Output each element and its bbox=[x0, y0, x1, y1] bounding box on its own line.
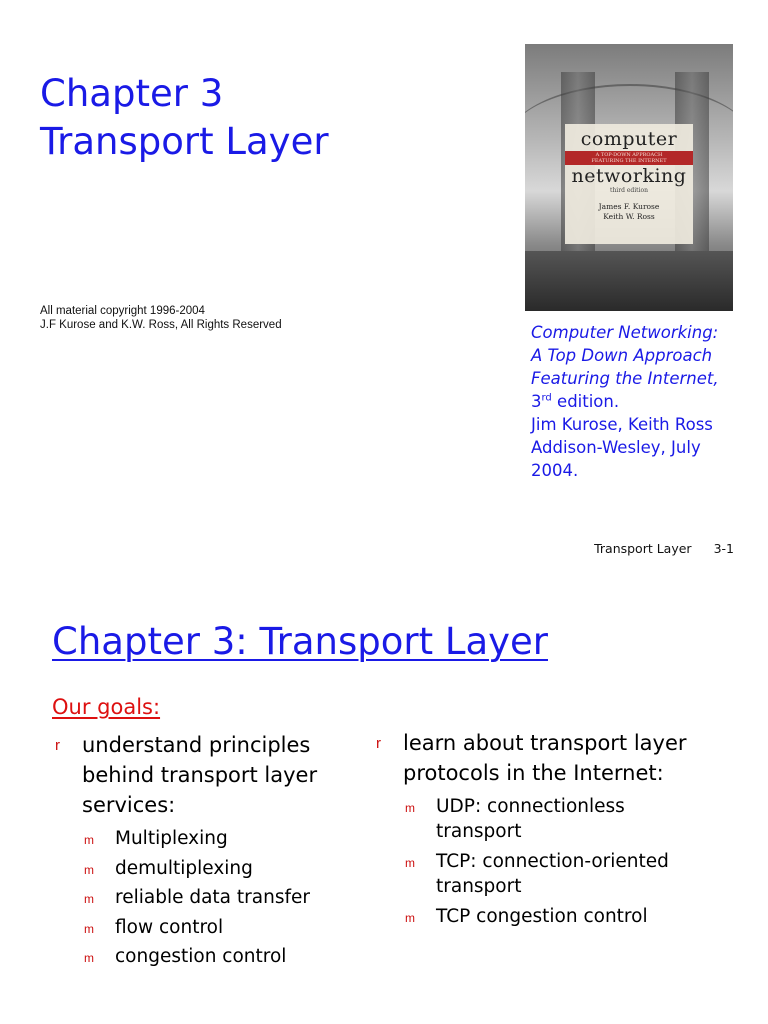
sub-list-item bbox=[55, 856, 355, 881]
sub-list-item bbox=[55, 915, 355, 940]
sub-bullet-marker: m bbox=[84, 862, 94, 877]
title-line-1: Chapter 3 bbox=[40, 72, 224, 115]
sub-list-item bbox=[55, 944, 355, 969]
sub-bullet-marker: m bbox=[405, 911, 415, 925]
book-title-line-2: A Top Down Approach bbox=[531, 346, 713, 365]
slide-number: 3-1 bbox=[713, 541, 734, 556]
cover-edition: third edition bbox=[610, 187, 648, 194]
copyright-line-1: All material copyright 1996-2004 bbox=[40, 305, 205, 317]
title-line-2: Transport Layer bbox=[40, 120, 329, 163]
sub-list-item bbox=[55, 885, 355, 910]
cover-title-top: computer bbox=[580, 128, 678, 150]
book-publisher: Addison-Wesley, July bbox=[531, 438, 701, 457]
edition-number: 3 bbox=[531, 392, 542, 411]
book-citation bbox=[531, 321, 761, 482]
goals-heading: Our goals: bbox=[52, 695, 161, 719]
cover-subtitle-band bbox=[565, 151, 693, 165]
edition-word: edition. bbox=[551, 392, 620, 411]
cover-title-bottom: networking bbox=[571, 165, 687, 187]
sub-item-text: Multiplexing bbox=[115, 828, 228, 849]
river-graphic bbox=[525, 251, 733, 311]
slide-footer bbox=[594, 541, 734, 556]
book-edition bbox=[531, 390, 761, 413]
book-authors: Jim Kurose, Keith Ross bbox=[531, 415, 713, 434]
sub-list-item bbox=[55, 826, 355, 851]
sub-item-text: TCP: connection-oriented transport bbox=[436, 851, 669, 897]
sub-list-item bbox=[376, 904, 706, 929]
sub-item-text: reliable data transfer bbox=[115, 887, 310, 908]
sub-item-text: congestion control bbox=[115, 946, 287, 967]
sub-item-text: UDP: connectionless transport bbox=[436, 796, 625, 842]
slide-title bbox=[40, 70, 329, 166]
bullet-item bbox=[55, 730, 355, 820]
bullet-marker: r bbox=[55, 737, 60, 754]
sub-item-text: TCP congestion control bbox=[436, 906, 648, 927]
bullet-text: understand principles behind transport layer services: bbox=[82, 733, 318, 817]
sub-bullet-marker: m bbox=[405, 856, 415, 870]
book-title-line-1: Computer Networking: bbox=[531, 323, 719, 342]
copyright-line-2: J.F Kurose and K.W. Ross, All Rights Reserved bbox=[40, 319, 282, 331]
book-year: 2004. bbox=[531, 461, 579, 480]
sub-item-text: flow control bbox=[115, 916, 224, 938]
cover-author-2: Keith W. Ross bbox=[603, 212, 655, 221]
sub-list bbox=[376, 794, 706, 929]
cover-authors bbox=[565, 202, 693, 222]
sub-bullet-marker: m bbox=[84, 892, 94, 906]
book-cover-image bbox=[525, 44, 733, 311]
sub-list-item bbox=[376, 849, 706, 899]
bullet-item bbox=[376, 728, 706, 788]
footer-label: Transport Layer bbox=[594, 541, 692, 556]
slide-title: Chapter 3: Transport Layer bbox=[52, 620, 548, 663]
copyright-notice bbox=[40, 304, 282, 332]
left-column bbox=[55, 730, 355, 974]
sub-bullet-marker: m bbox=[84, 921, 94, 936]
cover-subtitle-line-2: FEATURING THE INTERNET bbox=[591, 158, 667, 164]
edition-suffix: rd bbox=[541, 392, 552, 404]
bullet-text: learn about transport layer protocols in the Internet: bbox=[403, 731, 687, 785]
bullet-marker: r bbox=[376, 735, 381, 752]
sub-bullet-marker: m bbox=[84, 833, 94, 847]
sub-item-text: demultiplexing bbox=[115, 857, 253, 879]
sub-list bbox=[55, 826, 355, 969]
cover-subtitle-line-1: A TOP-DOWN APPROACH bbox=[595, 152, 663, 158]
sub-list-item bbox=[376, 794, 706, 844]
cover-title-panel bbox=[565, 124, 693, 244]
slide-goals bbox=[0, 580, 768, 1024]
sub-bullet-marker: m bbox=[84, 951, 94, 965]
right-column bbox=[376, 728, 706, 934]
sub-bullet-marker: m bbox=[405, 801, 415, 815]
book-title-line-3: Featuring the Internet, bbox=[531, 369, 719, 388]
cover-author-1: James F. Kurose bbox=[598, 202, 660, 211]
